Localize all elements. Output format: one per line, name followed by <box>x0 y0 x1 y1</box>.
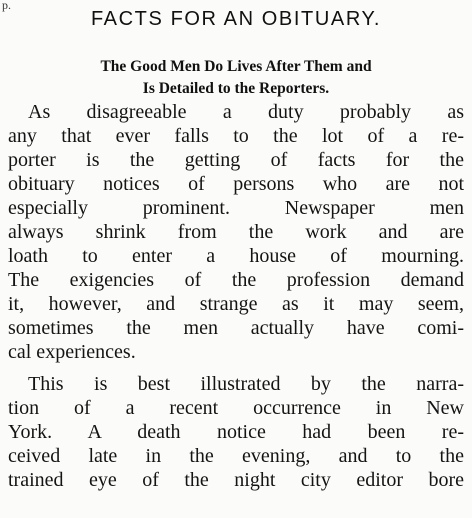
body-line: obituary notices of persons who are not <box>8 173 464 195</box>
subhead-line: Is Detailed to the Reporters. <box>142 80 330 97</box>
body-line: sometimes the men actually have comi- <box>8 317 464 339</box>
corner-mark: p. <box>2 0 11 12</box>
headline: FACTS FOR AN OBITUARY. <box>90 8 382 30</box>
body-line: porter is the getting of facts for the <box>8 149 464 171</box>
body-line: As disagreeable a duty probably as <box>28 101 464 123</box>
body-line: This is best illustrated by the narra- <box>28 373 464 395</box>
body-line: York. A death notice had been re- <box>8 421 464 443</box>
subheadline <box>8 56 464 100</box>
body-line: trained eye of the night city editor bore <box>8 469 464 491</box>
body-line: tion of a recent occurrence in New <box>8 397 464 419</box>
body-line: especially prominent. Newspaper men <box>8 197 464 219</box>
subhead-line: The Good Men Do Lives After Them and <box>100 58 372 75</box>
body-line: loath to enter a house of mourning. <box>8 245 464 267</box>
body-line: The exigencies of the profession demand <box>8 269 464 291</box>
body-line: always shrink from the work and are <box>8 221 464 243</box>
body-line: ceived late in the evening, and to the <box>8 445 464 467</box>
body-line: any that ever falls to the lot of a re- <box>8 125 464 147</box>
body-line: cal experiences. <box>8 341 136 363</box>
body-line: it, however, and strange as it may seem, <box>8 293 464 315</box>
